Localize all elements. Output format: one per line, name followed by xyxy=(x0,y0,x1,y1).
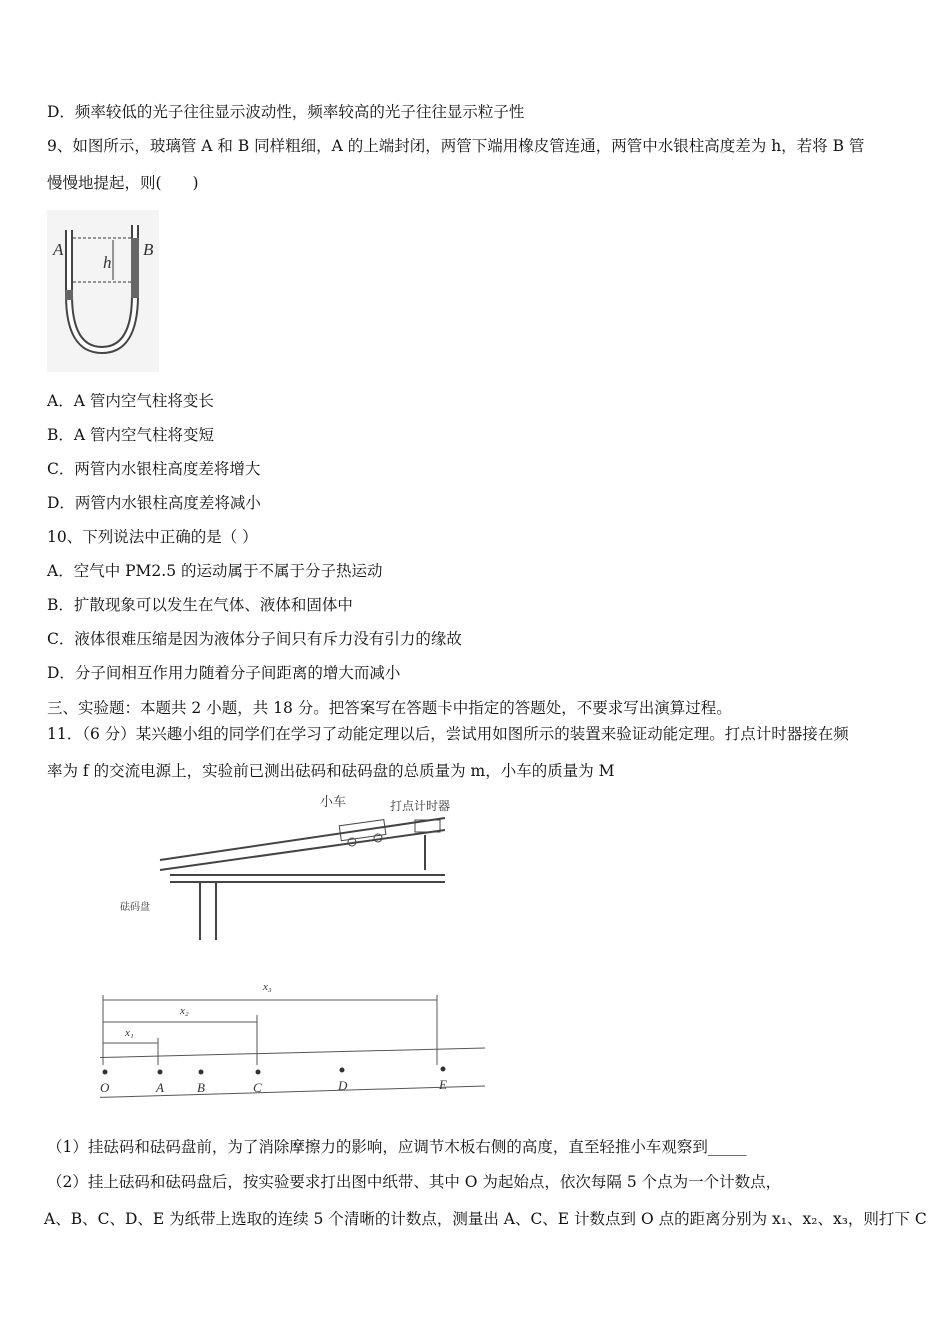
point-b: B xyxy=(197,1080,205,1095)
point-d: D xyxy=(338,1078,348,1093)
point-e: E xyxy=(439,1077,447,1092)
label-weight: 砝码盘 xyxy=(120,902,150,913)
q10-option-d: D．分子间相互作用力随着分子间距离的增大而减小 xyxy=(47,664,401,682)
label-cart: 小车 xyxy=(320,794,347,809)
q11-stem-cont: 率为 f 的交流电源上，实验前已测出砝码和砝码盘的总质量为 m，小车的质量为 M xyxy=(47,762,615,780)
q10-option-c: C．液体很难压缩是因为液体分子间只有斥力没有引力的缘故 xyxy=(47,630,462,648)
q10-option-b: B．扩散现象可以发生在气体、液体和固体中 xyxy=(47,596,353,614)
point-a: A xyxy=(156,1080,164,1095)
q9-option-b: B．A 管内空气柱将变短 xyxy=(47,426,215,444)
u-tube-figure xyxy=(47,210,159,372)
q9-option-a: A．A 管内空气柱将变长 xyxy=(47,392,214,410)
label-x2: x₂ xyxy=(180,1005,189,1017)
q11-part1: （1）挂砝码和砝码盘前，为了消除摩擦力的影响，应调节木板右侧的高度，直至轻推小车观察到_____ xyxy=(47,1138,747,1156)
section-3-heading: 三、实验题：本题共 2 小题，共 18 分。把答案写在答题卡中指定的答题处，不要求写出演算过程。 xyxy=(47,699,732,717)
q11-part2: （2）挂上砝码和砝码盘后，按实验要求打出图中纸带、其中 O 为起始点，依次每隔 5 个点为一个计数点， xyxy=(47,1173,782,1191)
point-c: C xyxy=(253,1080,262,1095)
label-x3: x₃ xyxy=(263,981,272,993)
q9-stem: 9、如图所示，玻璃管 A 和 B 同样粗细，A 的上端封闭，两管下端用橡皮管连通，两管中水银柱高度差为 h，若将 B 管 xyxy=(47,137,865,155)
label-timer: 打点计时器 xyxy=(390,799,451,813)
experiment-figure xyxy=(100,790,500,1100)
q10-option-a: A．空气中 PM2.5 的运动属于不属于分子热运动 xyxy=(47,562,383,580)
q9-option-c: C．两管内水银柱高度差将增大 xyxy=(47,460,261,478)
label-x1: x₁ xyxy=(125,1027,134,1039)
q11-stem: 11．（6 分）某兴趣小组的同学们在学习了动能定理以后，尝试用如图所示的装置来验证动能定理。打点计时器接在频 xyxy=(47,725,849,743)
q9-option-d: D．两管内水银柱高度差将减小 xyxy=(47,494,261,512)
q10-stem: 10、下列说法中正确的是（ ） xyxy=(47,528,258,546)
q9-stem-cont: 慢慢地提起，则( ) xyxy=(47,174,199,192)
q8-option-d: D．频率较低的光子往往显示波动性，频率较高的光子往往显示粒子性 xyxy=(47,103,525,121)
q11-part2-cont: A、B、C、D、E 为纸带上选取的连续 5 个清晰的计数点，测量出 A、C、E 计数点到 O 点的距离分别为 x₁、x₂、x₃，则打下 C xyxy=(44,1210,927,1228)
label-h: h xyxy=(103,253,112,272)
label-a: A xyxy=(53,240,64,259)
point-o: O xyxy=(100,1080,110,1095)
label-b: B xyxy=(143,240,154,259)
